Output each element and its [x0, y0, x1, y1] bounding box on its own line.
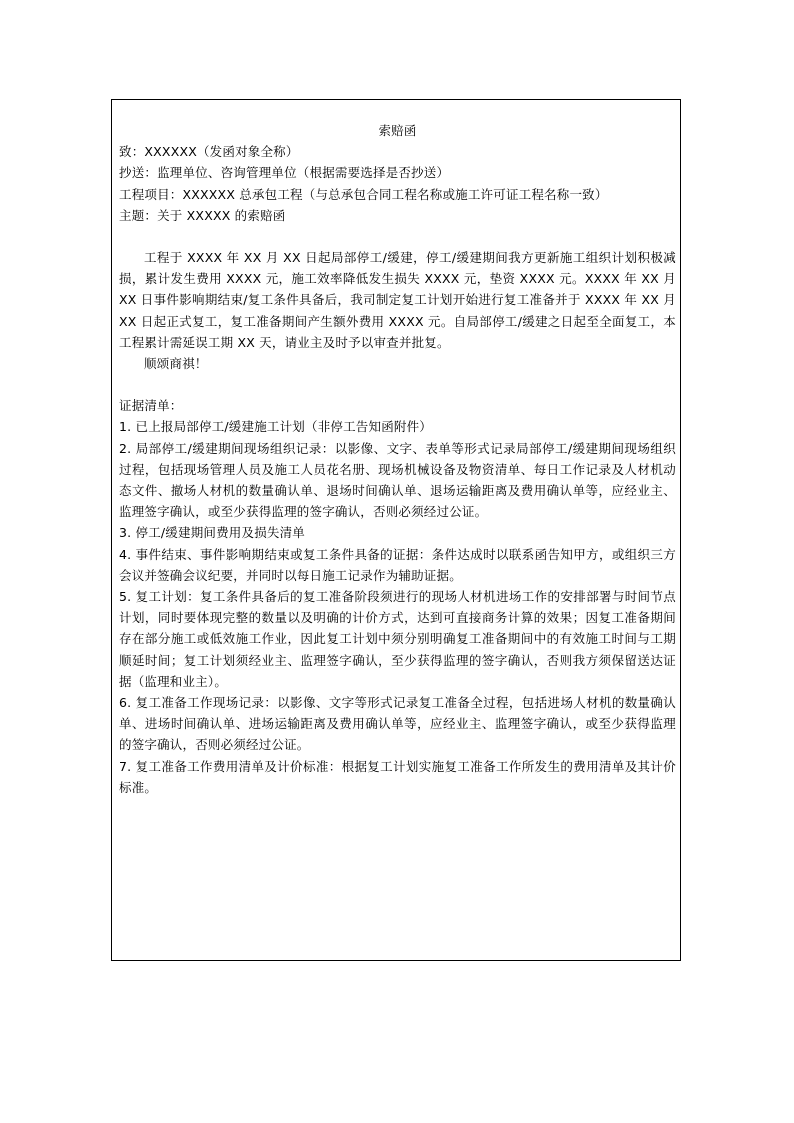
evidence-item: 1. 已上报局部停工/缓建施工计划（非停工告知函附件） [119, 419, 433, 435]
evidence-item: 2. 局部停工/缓建期间现场组织记录：以影像、文字、表单等形式记录局部停工/缓建期间现场组织过程，包括现场管理人员及施工人员花名册、现场机械设备及物资清单、每日工作记录及人材机动态文件、撤场人材机的数量确认单、退场时间确认单、退场运输距离及费用确认单等，应经业主、监理签字确认，或至少获得监理的签字确认，否则必须经过公证。 [119, 440, 676, 520]
letter-body: 工程于 XXXX 年 XX 月 XX 日起局部停工/缓建，停工/缓建期间我方更新施工组织计划积极减损，累计发生费用 XXXX 元，施工效率降低发生损失 XXXX 元，垫资 XXXX 元。XXXX 年 XX 月 XX 日事件影响期结束/复工条件具备后，我司制定复工计划开始进行复工准备并于 XXXX 年 XX 月 XX 日起正式复工，复工准备期间产生额外费用 XXXX 元。自局部停工/缓建之日起至全面复工，本工程累计需延误工期 XX 天，请业主及时予以审查并批复。 [119, 250, 676, 350]
evidence-item: 6. 复工准备工作现场记录：以影像、文字等形式记录复工准备全过程，包括进场人材机的数量确认单、进场时间确认单、进场运输距离及费用确认单等，应经业主、监理签字确认，或至少获得监理的签字确认，否则必须经过公证。 [119, 695, 676, 753]
evidence-item: 7. 复工准备工作费用清单及计价标准：根据复工计划实施复工准备工作所发生的费用清单及其计价标准。 [119, 758, 676, 795]
claim-letter [119, 120, 676, 798]
recipient-line: 致：XXXXXX（发函对象全称） [119, 144, 299, 160]
evidence-item: 5. 复工计划：复工条件具备后的复工准备阶段须进行的现场人材机进场工作的安排部署与时间节点计划，同时要体现完整的数量以及明确的计价方式，达到可直接商务计算的效果；因复工准备期间存在部分施工或低效施工作业，因此复工计划中须分别明确复工准备期间中的有效施工时间与工期顺延时间；复工计划须经业主、监理签字确认，至少获得监理的签字确认，否则我方须保留送达证据（监理和业主）。 [119, 589, 676, 689]
cc-line: 抄送：监理单位、咨询管理单位（根据需要选择是否抄送） [119, 165, 450, 181]
evidence-item: 4. 事件结束、事件影响期结束或复工条件具备的证据：条件达成时以联系函告知甲方，或组织三方会议并签确会议纪要，并同时以每日施工记录作为辅助证据。 [119, 546, 676, 583]
evidence-item: 3. 停工/缓建期间费用及损失清单 [119, 525, 306, 541]
subject-line: 主题：关于 XXXXX 的索赔函 [119, 207, 286, 223]
letter-title: 索赔函 [378, 123, 417, 138]
project-line: 工程项目：XXXXXX 总承包工程（与总承包合同工程名称或施工许可证工程名称一致） [119, 186, 608, 202]
evidence-heading: 证据清单： [119, 398, 183, 414]
closing-line: 顺颂商祺！ [144, 356, 208, 372]
